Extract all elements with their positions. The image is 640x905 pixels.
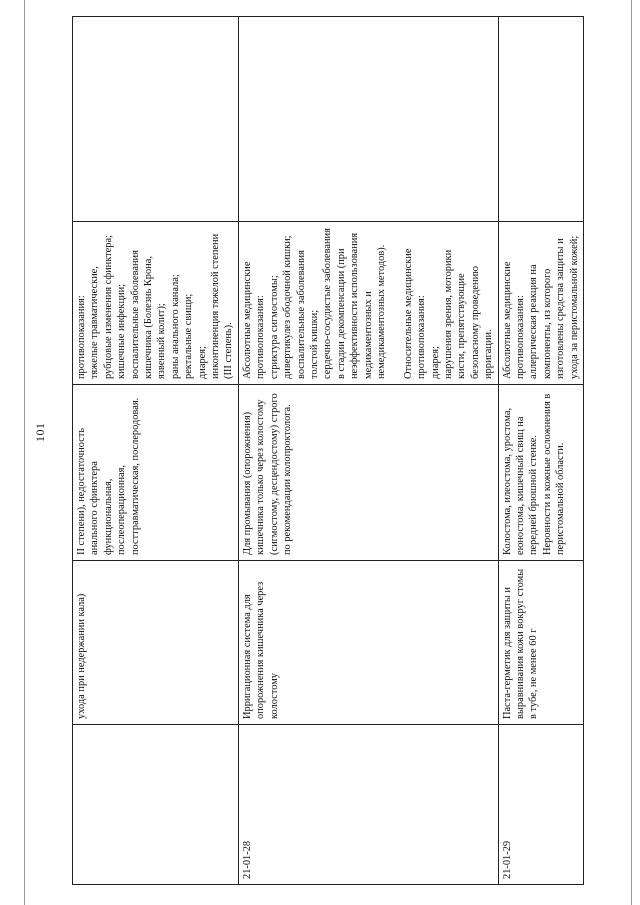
indications-cell: Для промывания (опорожнения) кишечника только через колостому (сигмостому, десцендостому) строго по рекомендации колопроктолога.: [238, 385, 498, 561]
indications-cell: Колостома, илеостома, уростома, еюностома, кишечный свищ на передней брюшной стенке. Неровности и кожные осложнения в перистомальной области.: [498, 385, 583, 561]
empty-cell: [238, 17, 498, 222]
page-number: 101: [33, 422, 47, 442]
rotated-table-container: [72, 17, 580, 885]
code-cell: 21-01-28: [238, 725, 498, 885]
product-table: [72, 16, 584, 885]
empty-cell: [498, 17, 583, 222]
contraindications-cell: Абсолютные медицинские противопоказания: аллергическая реакция на компоненты, из которого изготовлены средства защиты и ухода за перистомальной кожей;: [498, 222, 583, 385]
name-cell: ухода при недержании кала): [73, 561, 239, 725]
page-edge-right: [631, 0, 632, 905]
table-row: [73, 17, 239, 885]
page-edge-left: [24, 0, 25, 905]
table-row: [238, 17, 498, 885]
table-row: [498, 17, 583, 885]
contraindications-cell: Абсолютные медицинские противопоказания: стриктура сигмостомы; дивертикулез ободочной кишки; воспалительные заболевания толстой кишки; сердечно-сосудистые заболевания в стадии декомпенсации (при неэффективности использования медикаментозных и немедикаментозных методов). Относительные медицинские противопоказания: диарея; нарушения зрения, моторики кисти, препятствующие безопасному проведению ирригации.: [238, 222, 498, 385]
code-cell: [73, 725, 239, 885]
name-cell: Паста-герметик для защиты и выравнивания кожи вокруг стомы в тубе, не менее 60 г: [498, 561, 583, 725]
contraindications-cell: противопоказания: тяжелые травматические, рубцовые изменения сфинктера; кишечные инфекции; воспалительные заболевания кишечника (Болезнь Крона, язвенный колит); раны анального канала; ректальные свищи; диарея; инконтиненция тяжелой степени (III степень).: [73, 222, 239, 385]
indications-cell: II степени), недостаточность анального сфинктера функциональная, послеоперационная, посттравматическая, послеродовая.: [73, 385, 239, 561]
code-cell: 21-01-29: [498, 725, 583, 885]
empty-cell: [73, 17, 239, 222]
name-cell: Ирригационная система для опорожнения кишечника через колостому: [238, 561, 498, 725]
